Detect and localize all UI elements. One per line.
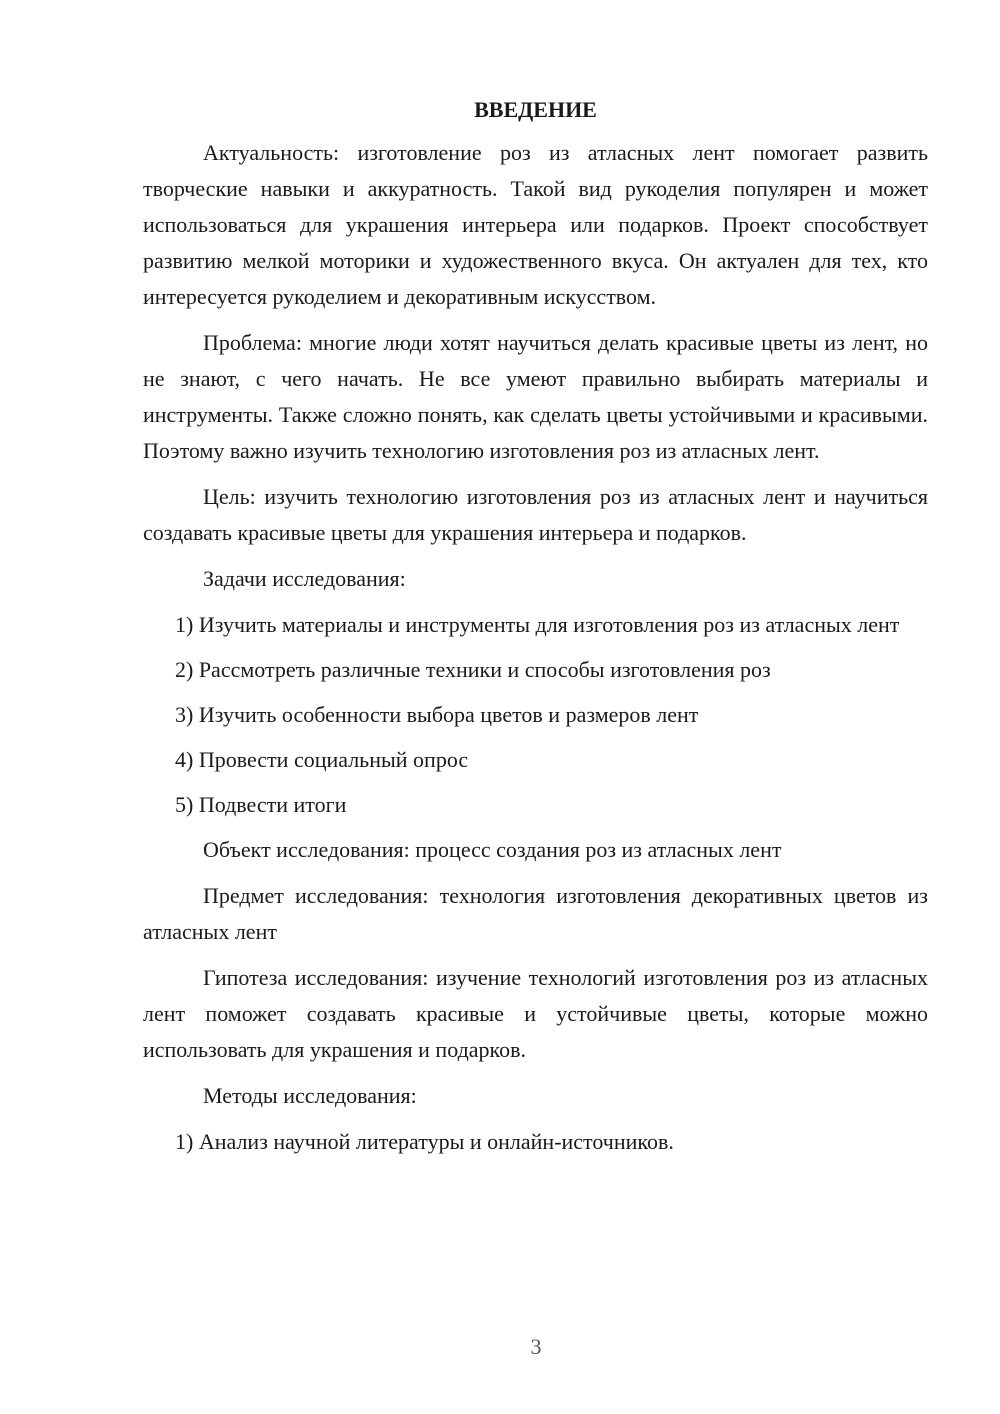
task-item-3: 3) Изучить особенности выбора цветов и размеров лент [175,702,699,727]
relevance-paragraph: Актуальность: изготовление роз из атласных лент помогает развить творческие навыки и аккуратность. Такой вид рукоделия популярен и может использоваться для украшения интерьера или подарков. Проект способствует развитию мелкой моторики и художественного вкуса. Он актуален для тех, кто интересуется рукоделием и декоративным искусством. [143,140,928,309]
problem-paragraph: Проблема: многие люди хотят научиться делать красивые цветы из лент, но не знают, с чего начать. Не все умеют правильно выбирать материалы и инструменты. Также сложно понять, как сделать цветы устойчивыми и красивыми. Поэтому важно изучить технологию изготовления роз из атласных лент. [143,330,928,463]
tasks-heading: Задачи исследования: [203,566,406,591]
page-title: ВВЕДЕНИЕ [474,97,597,122]
page-number: 3 [530,1334,542,1359]
methods-heading: Методы исследования: [203,1083,417,1108]
hypothesis-paragraph: Гипотеза исследования: изучение технологий изготовления роз из атласных лент поможет создавать красивые и устойчивые цветы, которые можно использовать для украшения и подарков. [143,965,928,1062]
task-item-2: 2) Рассмотреть различные техники и способы изготовления роз [175,657,771,682]
method-item-1: 1) Анализ научной литературы и онлайн-источников. [175,1129,674,1154]
task-item-1: 1) Изучить материалы и инструменты для изготовления роз из атласных лент [175,612,900,637]
task-item-4: 4) Провести социальный опрос [175,747,469,772]
subject-paragraph: Предмет исследования: технология изготовления декоративных цветов из атласных лент [143,883,928,944]
document-page [143,92,928,1169]
goal-paragraph: Цель: изучить технологию изготовления роз из атласных лент и научиться создавать красивые цветы для украшения интерьера и подарков. [143,484,928,545]
object-paragraph: Объект исследования: процесс создания роз из атласных лент [203,837,782,862]
task-item-5: 5) Подвести итоги [175,792,347,817]
